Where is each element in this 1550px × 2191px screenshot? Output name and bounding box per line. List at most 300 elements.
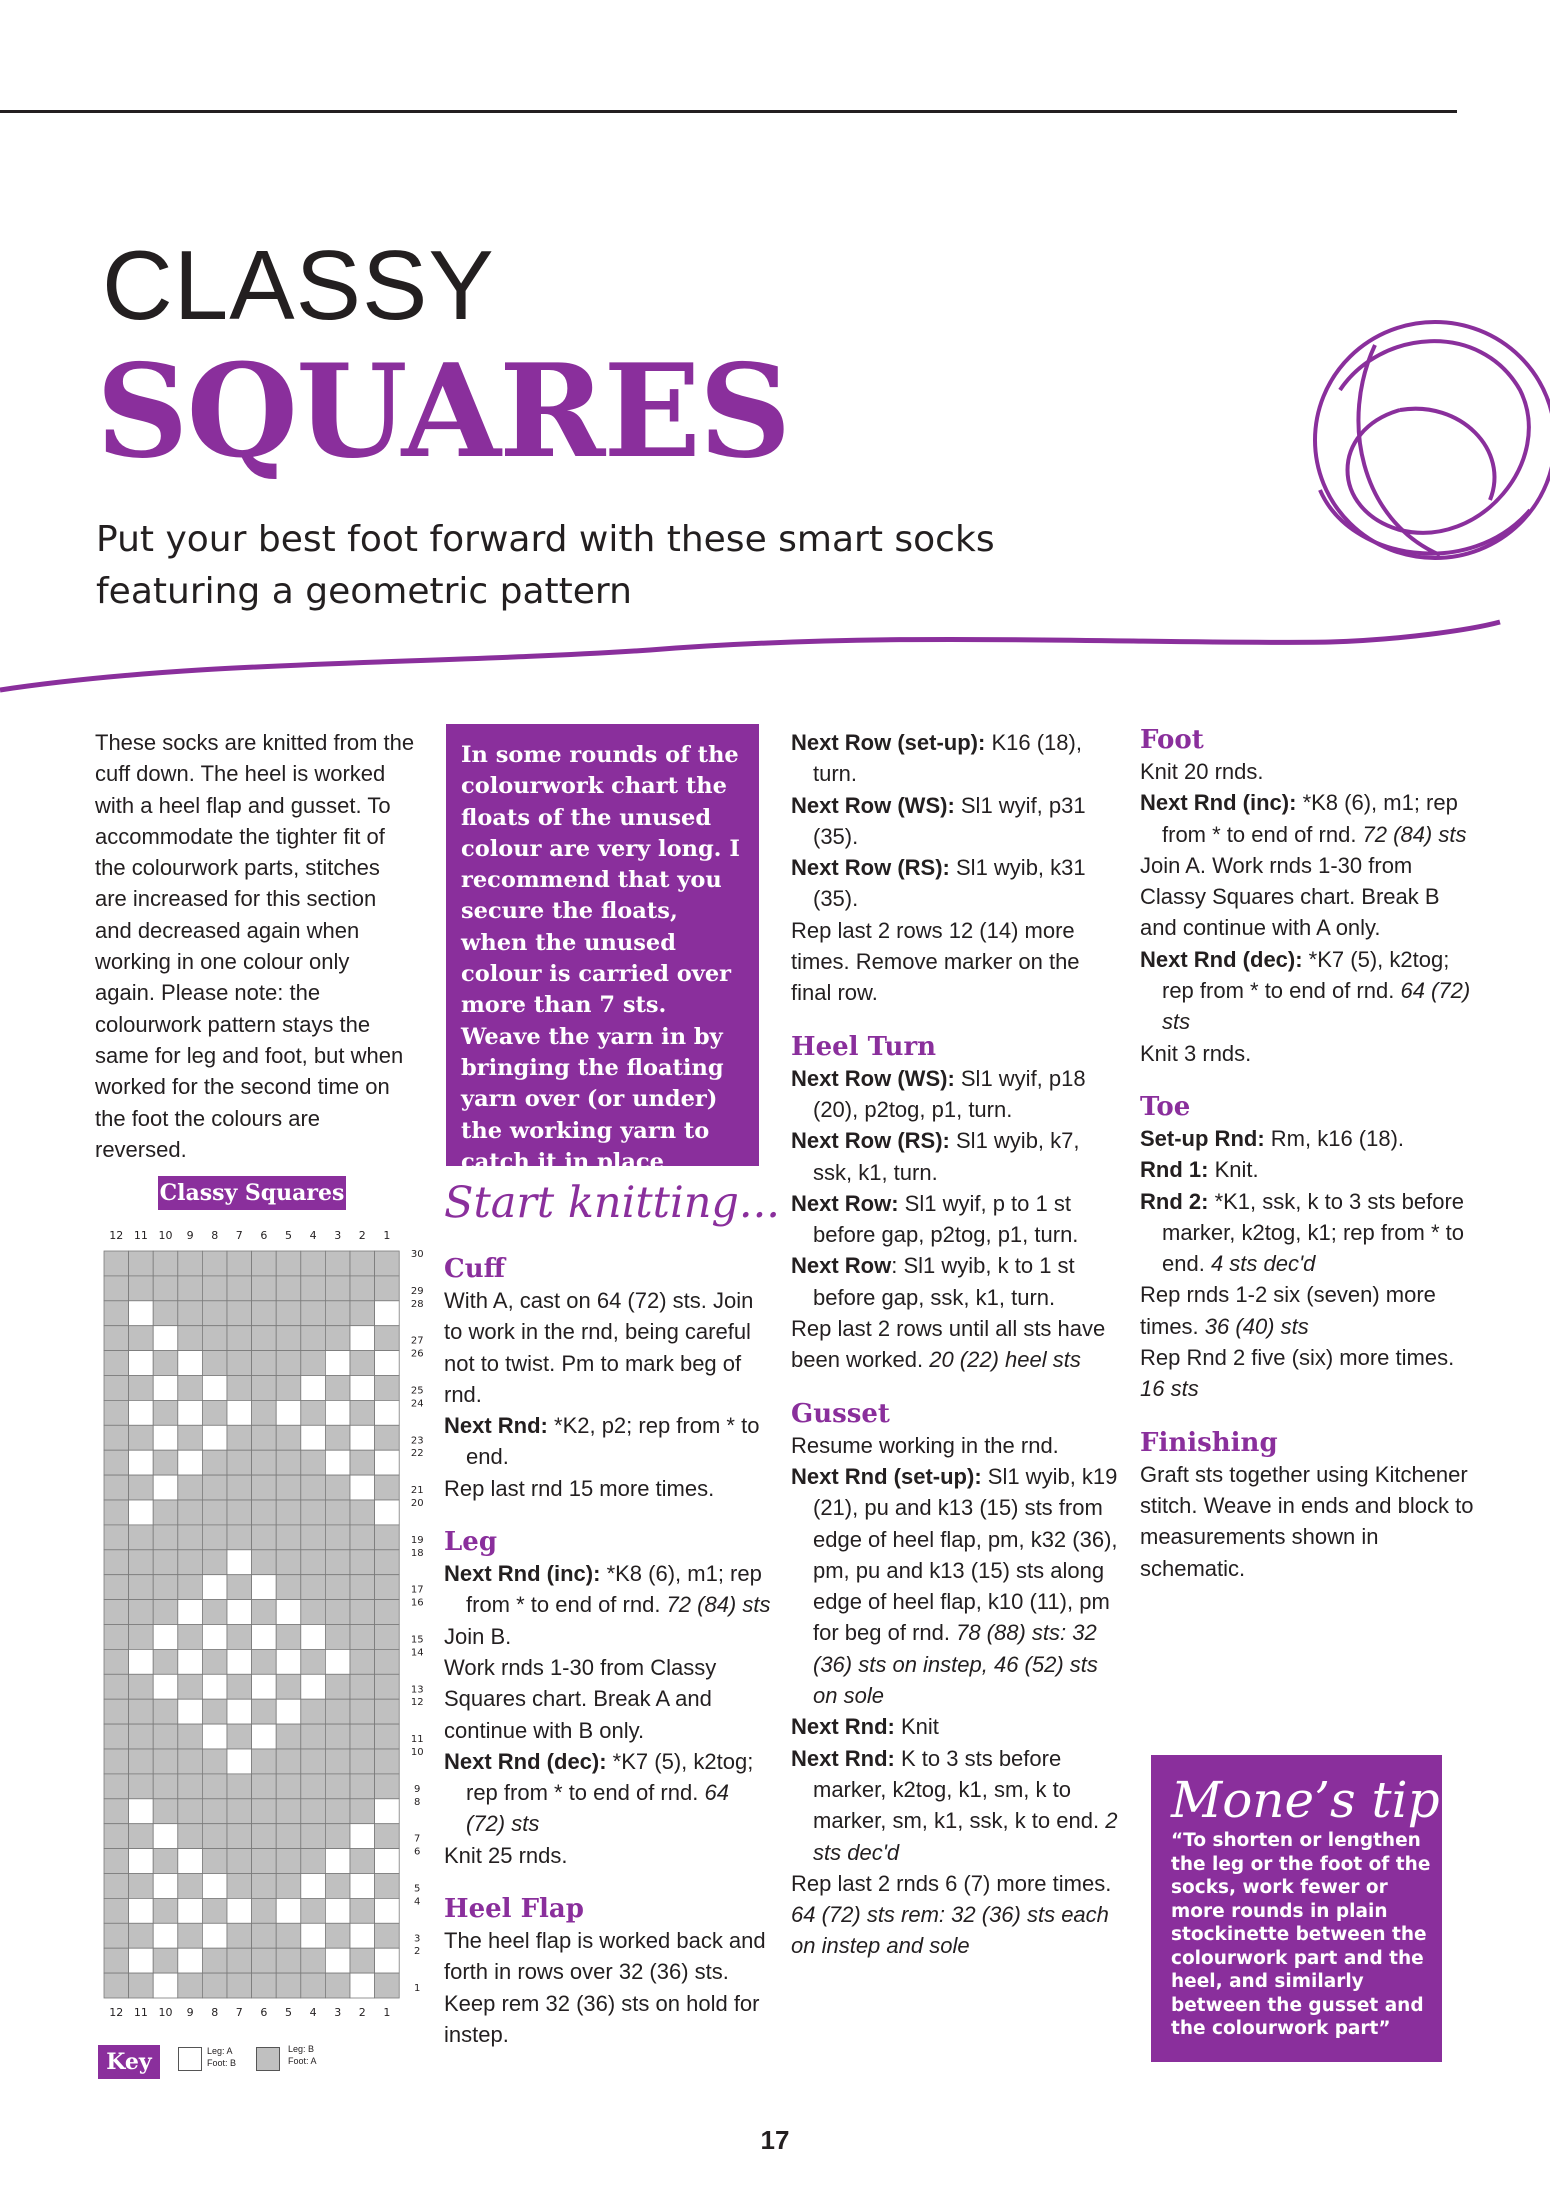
chart-row-label: 6 [414,1846,421,1858]
chart-cell [375,1425,400,1450]
chart-cell [104,1251,129,1276]
chart-cell [276,1550,301,1575]
chart-cell [375,1699,400,1724]
chart-cell [350,1550,375,1575]
chart-col-label-bottom: 4 [309,2006,317,2019]
chart-cell [202,1699,227,1724]
chart-cell [153,1326,178,1351]
cuff-heading: Cuff [444,1254,505,1284]
chart-cell [252,1326,277,1351]
chart-cell [325,1849,350,1874]
chart-cell [252,1774,277,1799]
chart-cell [301,1699,326,1724]
chart-cell [350,1575,375,1600]
chart-cell [350,1649,375,1674]
chart-cell [325,1774,350,1799]
chart-cell [178,1575,203,1600]
chart-cell [325,1525,350,1550]
chart-cell [350,1923,375,1948]
chart-cell [350,1525,375,1550]
chart-cell [202,1674,227,1699]
chart-col-label-bottom: 2 [358,2006,366,2019]
chart-cell [375,1923,400,1948]
title-line-2: SQUARES [96,337,790,487]
chart-cell [350,1774,375,1799]
chart-cell [325,1475,350,1500]
chart-cell [178,1948,203,1973]
chart-cell [129,1674,154,1699]
chart-cell [252,1724,277,1749]
chart-cell [375,1849,400,1874]
chart-cell [129,1425,154,1450]
chart-cell [178,1874,203,1899]
chart-cell [252,1351,277,1376]
chart-cell [276,1898,301,1923]
chart-col-label-bottom: 11 [133,2006,148,2019]
chart-cell [104,1400,129,1425]
chart-cell [350,1301,375,1326]
chart-cell [153,1400,178,1425]
chart-cell [375,1799,400,1824]
chart-col-label-bottom: 1 [383,2006,391,2019]
chart-cell [129,1774,154,1799]
chart-cell [153,1649,178,1674]
chart-cell [104,1550,129,1575]
chart-cell [276,1500,301,1525]
chart-cell [350,1351,375,1376]
chart-row-label: 3 [414,1933,421,1945]
chart-cell [129,1251,154,1276]
chart-cell [325,1874,350,1899]
chart-cell [153,1849,178,1874]
chart-cell [350,1500,375,1525]
chart-cell [227,1749,252,1774]
chart-cell [178,1749,203,1774]
chart-cell [375,1525,400,1550]
chart-cell [178,1351,203,1376]
chart-cell [350,1475,375,1500]
chart-cell [227,1774,252,1799]
chart-cell [276,1625,301,1650]
chart-cell [252,1898,277,1923]
chart-cell [227,1450,252,1475]
chart-cell [325,1276,350,1301]
chart-cell [276,1475,301,1500]
chart-cell [252,1575,277,1600]
chart-cell [325,1376,350,1401]
chart-cell [350,1724,375,1749]
chart-cell [129,1600,154,1625]
chart-cell [276,1973,301,1998]
chart-cell [350,1898,375,1923]
chart-cell [276,1874,301,1899]
chart-col-label-top: 1 [383,1229,391,1242]
chart-row-label: 5 [414,1883,421,1895]
chart-cell [350,1400,375,1425]
chart-col-label-top: 3 [334,1229,342,1242]
chart-cell [178,1376,203,1401]
chart-cell [325,1948,350,1973]
chart-cell [252,1450,277,1475]
chart-cell [375,1824,400,1849]
chart-cell [178,1973,203,1998]
chart-cell [178,1425,203,1450]
chart-cell [375,1351,400,1376]
chart-cell [178,1649,203,1674]
chart-cell [350,1874,375,1899]
chart-cell [227,1326,252,1351]
chart-cell [202,1525,227,1550]
chart-cell [129,1326,154,1351]
chart-cell [375,1550,400,1575]
chart-cell [227,1425,252,1450]
chart-cell [350,1674,375,1699]
chart-cell [129,1699,154,1724]
chart-cell [178,1674,203,1699]
chart-col-label-bottom: 7 [235,2006,243,2019]
foot-heading: Foot [1140,725,1204,755]
chart-cell [153,1301,178,1326]
chart-cell [104,1724,129,1749]
key-label: Key [98,2045,160,2079]
chart-cell [227,1575,252,1600]
key-grey-swatch [256,2047,280,2071]
chart-row-label: 18 [410,1547,424,1559]
chart-cell [227,1376,252,1401]
chart-col-label-bottom: 8 [211,2006,219,2019]
chart-cell [227,1799,252,1824]
chart-cell [325,1500,350,1525]
key-white-text: Leg: A Foot: B [207,2046,237,2068]
chart-cell [301,1475,326,1500]
chart-cell [325,1724,350,1749]
chart-cell [178,1475,203,1500]
chart-cell [252,1973,277,1998]
chart-cell [325,1600,350,1625]
intro-text: These socks are knitted from the cuff down. The heel is worked with a heel flap and gusset. To accommodate the tighter fit of the colourwork parts, stitches are increased for this section and decreased again when working in one colour only again. Please note: the colourwork pattern stays the same for leg and foot, but when worked for the second time on the foot the colours are reversed. [95,730,415,1162]
chart-cell [104,1749,129,1774]
chart-cell [202,1824,227,1849]
chart-cell [129,1276,154,1301]
column-3: Next Row (set-up): K16 (18), turn. Next Row (WS): Sl1 wyif, p31 (35). Next Row (RS): Sl1 wyib, k31 (35). Rep last 2 rows 12 (14) more times. Remove marker on the final row. Heel Turn Next Row (WS): Sl1 wyif, p18 (20), p2tog, p1, turn. Next Row (RS): Sl1 wyib, k7, ssk, k1, turn. Next Row: Sl1 wyif, p to 1 st before gap, p2tog, p1, turn. Next Row: Sl1 wyib, k to 1 st before gap, ssk, k1, turn. Rep last 2 rows until all sts have been worked. 20 (22) heel sts Gusset Resume working in the rnd. Next Rnd (set-up): Sl1 wyib, k19 (21), pu and k13 (15) sts from edge of heel flap, pm, k32 (36), pm, pu and k13 (15) sts along edge of heel flap, k10 (11), pm for beg of rnd. 78 (88) sts: 32 (36) sts on instep, 46 (52) sts on sole Next Rnd: Knit Next Rnd: K to 3 sts before marker, k2tog, k1, sm, k to marker, sm, k1, ssk, k to end. 2 sts dec'd Rep last 2 rnds 6 (7) more times. 64 (72) sts rem: 32 (36) sts each on instep and sole [791,727,1121,1962]
chart-cell [276,1351,301,1376]
chart-cell [276,1724,301,1749]
chart-cell [252,1301,277,1326]
chart-cell [153,1450,178,1475]
chart-cell [276,1326,301,1351]
chart-cell [227,1849,252,1874]
chart-cell [227,1600,252,1625]
chart-cell [104,1649,129,1674]
chart-cell [202,1550,227,1575]
chart-cell [375,1749,400,1774]
chart-cell [104,1425,129,1450]
chart-cell [202,1849,227,1874]
chart-cell [178,1326,203,1351]
heel-flap-heading: Heel Flap [444,1894,584,1925]
chart-cell [325,1425,350,1450]
chart-cell [227,1625,252,1650]
chart-cell [252,1699,277,1724]
chart-cell [104,1973,129,1998]
callout-box: In some rounds of the colourwork chart the floats of the unused colour are very long. I recommend that you secure the floats, when the unused colour is carried over more than 7 sts. Weave the yarn in by bringing the floating yarn over (or under) the working yarn to catch it in place [446,724,759,1166]
chart-cell [227,1351,252,1376]
chart-cell [202,1425,227,1450]
chart-cell [129,1450,154,1475]
chart-cell [276,1674,301,1699]
chart-cell [276,1824,301,1849]
chart-cell [104,1376,129,1401]
chart-cell [129,1849,154,1874]
chart-cell [301,1674,326,1699]
chart-cell [178,1923,203,1948]
chart-cell [153,1973,178,1998]
chart-row-label: 11 [410,1734,424,1746]
chart-cell [104,1500,129,1525]
chart-cell [202,1799,227,1824]
chart-cell [301,1749,326,1774]
chart-cell [202,1400,227,1425]
chart-row-label: 4 [414,1896,421,1908]
chart-cell [202,1973,227,1998]
chart-cell [129,1525,154,1550]
chart-cell [301,1326,326,1351]
chart-cell [301,1276,326,1301]
finishing-heading: Finishing [1140,1427,1278,1458]
chart-cell [325,1301,350,1326]
chart-cell [153,1625,178,1650]
chart-cell [104,1898,129,1923]
chart-cell [178,1774,203,1799]
chart-col-label-top: 11 [133,1229,148,1242]
chart-cell [325,1625,350,1650]
chart-cell [252,1500,277,1525]
chart-cell [325,1400,350,1425]
chart-cell [178,1699,203,1724]
chart-cell [129,1824,154,1849]
chart-cell [276,1301,301,1326]
chart-cell [104,1301,129,1326]
chart-cell [350,1948,375,1973]
chart-cell [301,1973,326,1998]
chart-cell [153,1600,178,1625]
chart-cell [178,1799,203,1824]
chart-cell [252,1251,277,1276]
chart-cell [325,1251,350,1276]
chart-cell [375,1724,400,1749]
chart-cell [325,1326,350,1351]
chart-cell [129,1649,154,1674]
chart-cell [375,1500,400,1525]
chart-cell [301,1724,326,1749]
chart-cell [202,1600,227,1625]
chart-col-label-top: 2 [358,1229,366,1242]
chart-row-label: 7 [414,1833,421,1845]
chart-cell [301,1600,326,1625]
chart-cell [153,1575,178,1600]
chart-cell [350,1699,375,1724]
chart-cell [104,1874,129,1899]
chart-cell [252,1550,277,1575]
chart-cell [202,1475,227,1500]
chart-cell [350,1450,375,1475]
chart-cell [350,1749,375,1774]
chart-cell [375,1326,400,1351]
chart-cell [202,1749,227,1774]
leg-heading: Leg [444,1527,498,1558]
chart-cell [129,1898,154,1923]
chart-cell [153,1799,178,1824]
chart-cell [129,1948,154,1973]
chart-cell [350,1376,375,1401]
chart-row-label: 14 [410,1647,424,1659]
chart-title: Classy Squares [158,1176,346,1210]
key-grey-text: Leg: B Foot: A [288,2044,317,2066]
chart-col-label-bottom: 6 [260,2006,268,2019]
chart-cell [325,1575,350,1600]
chart-cell [325,1749,350,1774]
chart-cell [153,1425,178,1450]
chart-cell [227,1824,252,1849]
chart-cell [276,1251,301,1276]
chart-cell [129,1301,154,1326]
chart-cell [178,1625,203,1650]
chart-row-label: 17 [410,1584,424,1596]
chart-cell [153,1500,178,1525]
chart-cell [375,1475,400,1500]
chart-cell [325,1674,350,1699]
chart-cell [375,1973,400,1998]
chart-cell [202,1351,227,1376]
chart-cell [227,1475,252,1500]
chart-cell [325,1799,350,1824]
chart-cell [202,1450,227,1475]
chart-cell [104,1674,129,1699]
chart-cell [153,1351,178,1376]
chart-cell [104,1799,129,1824]
chart-cell [375,1600,400,1625]
chart-cell [129,1973,154,1998]
chart-cell [202,1276,227,1301]
chart-cell [178,1724,203,1749]
chart-col-label-bottom: 12 [109,2006,124,2019]
chart-cell [276,1425,301,1450]
chart-row-label: 8 [414,1796,421,1808]
chart-row-label: 12 [410,1697,424,1709]
chart-row-label: 20 [410,1498,424,1509]
chart-cell [104,1450,129,1475]
chart-cell [129,1575,154,1600]
chart-cell [202,1874,227,1899]
chart-cell [104,1774,129,1799]
chart-cell [178,1898,203,1923]
chart-cell [129,1749,154,1774]
chart-cell [227,1649,252,1674]
chart-cell [129,1923,154,1948]
chart-cell [178,1824,203,1849]
toe-heading: Toe [1140,1091,1191,1122]
chart-cell [153,1525,178,1550]
chart-cell [227,1898,252,1923]
chart-cell [325,1699,350,1724]
chart-cell [252,1674,277,1699]
chart-cell [325,1649,350,1674]
chart-cell [350,1849,375,1874]
chart-cell [276,1774,301,1799]
chart-row-label: 22 [410,1448,424,1460]
chart-cell [104,1849,129,1874]
chart-cell [301,1649,326,1674]
chart-cell [178,1450,203,1475]
chart-cell [227,1923,252,1948]
chart-cell [301,1550,326,1575]
chart-col-label-top: 10 [158,1229,173,1242]
chart-row-label: 9 [414,1783,421,1795]
chart-cell [153,1674,178,1699]
chart-cell [276,1276,301,1301]
chart-cell [276,1600,301,1625]
chart-cell [375,1674,400,1699]
start-knitting-heading: Start knitting... [444,1178,780,1228]
chart-cell [325,1550,350,1575]
chart-cell [202,1301,227,1326]
chart-cell [350,1425,375,1450]
chart-cell [104,1525,129,1550]
chart-cell [129,1799,154,1824]
chart-cell [252,1824,277,1849]
chart-cell [301,1301,326,1326]
chart-col-label-top: 4 [309,1229,317,1242]
chart-cell [104,1625,129,1650]
column-2: Cuff With A, cast on 64 (72) sts. Join to work in the rnd, being careful not to twist. Pm to mark beg of rnd. Next Rnd: *K2, p2; rep from * to end. Rep last rnd 15 more times. Leg Next Rnd (inc): *K8 (6), m1; rep from * to end of rnd. 72 (84) sts Join B. Work rnds 1-30 from Classy Squares chart. Break A and continue with B only. Next Rnd (dec): *K7 (5), k2tog; rep from * to end of rnd. 64 (72) sts Knit 25 rnds. Heel Flap The heel flap is worked back and forth in rows over 32 (36) sts. Keep rem 32 (36) sts on hold for instep. [444,1253,774,2050]
chart-cell [202,1898,227,1923]
chart-cell [227,1973,252,1998]
chart-cell [178,1251,203,1276]
chart-cell [301,1799,326,1824]
chart-cell [325,1450,350,1475]
chart-cell [202,1948,227,1973]
chart-cell [227,1674,252,1699]
chart-cell [301,1351,326,1376]
chart-cell [202,1376,227,1401]
chart-cell [178,1600,203,1625]
chart-cell [375,1301,400,1326]
chart-cell [202,1326,227,1351]
chart-cell [252,1923,277,1948]
chart-cell [129,1475,154,1500]
chart-cell [252,1799,277,1824]
chart-cell [375,1948,400,1973]
chart-cell [276,1525,301,1550]
chart-cell [276,1849,301,1874]
chart-row-label: 25 [410,1385,424,1397]
chart-cell [325,1351,350,1376]
chart-cell [325,1898,350,1923]
chart-cell [301,1525,326,1550]
chart-cell [301,1849,326,1874]
chart-cell [202,1500,227,1525]
chart-cell [178,1400,203,1425]
chart-cell [375,1898,400,1923]
chart-cell [104,1575,129,1600]
chart-cell [104,1600,129,1625]
chart-col-label-bottom: 5 [285,2006,292,2019]
chart-row-label: 24 [410,1398,424,1410]
chart-row-label: 29 [410,1285,424,1297]
chart-cell [301,1923,326,1948]
chart-cell [375,1400,400,1425]
chart-cell [325,1973,350,1998]
